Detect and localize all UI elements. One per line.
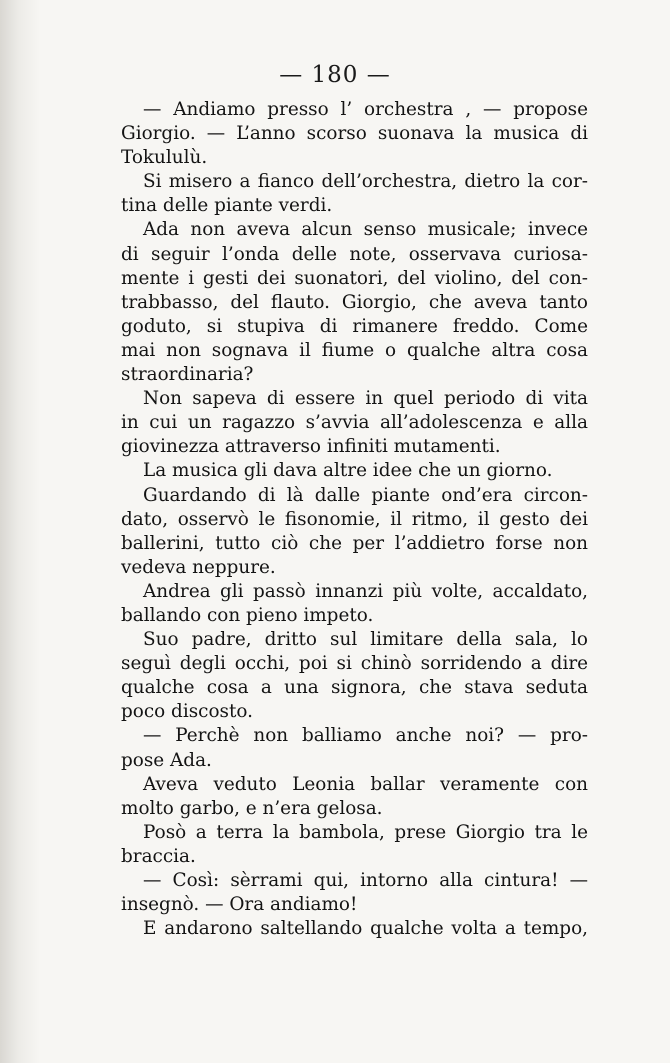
text-line: vedeva neppure. xyxy=(121,556,276,578)
text-line: molto garbo, e n’era gelosa. xyxy=(121,797,383,819)
paragraph xyxy=(121,869,588,917)
text-line: mente i gesti dei suonatori, del violino, del con- xyxy=(121,267,588,289)
text-line: — Perchè non balliamo anche noi? — pro- xyxy=(143,725,588,747)
text-line: — Così: sèrrami qui, intorno alla cintura! — xyxy=(143,870,588,891)
text-line: in cui un ragazzo s’avvia all’adolescenza e alla xyxy=(121,412,588,434)
text-line: pose Ada. xyxy=(121,749,212,771)
text-line: Tokululù. xyxy=(121,147,208,169)
paragraph xyxy=(121,580,588,628)
paragraph xyxy=(121,484,588,580)
text-line: ballando con pieno impeto. xyxy=(121,604,374,626)
text-line: Ada non aveva alcun senso musicale; invece xyxy=(143,219,588,241)
text-line: qualche cosa a una signora, che stava seduta xyxy=(121,677,588,699)
text-line: seguì degli occhi, poi si chinò sorridendo a dire xyxy=(121,653,588,675)
paragraph xyxy=(121,459,588,483)
text-line: Guardando di là dalle piante ond’era circon- xyxy=(143,484,588,506)
paragraph xyxy=(121,98,588,170)
text-line: ballerini, tutto ciò che per l’addietro forse non xyxy=(121,532,588,554)
text-line: E andarono saltellando qualche volta a tempo, xyxy=(143,918,588,940)
text-line: poco discosto. xyxy=(121,701,253,723)
page-number: — 180 — xyxy=(279,62,391,88)
paragraph xyxy=(121,917,588,941)
text-line: insegnò. — Ora andiamo! xyxy=(121,894,358,916)
paragraph xyxy=(121,821,588,869)
text-line: braccia. xyxy=(121,845,196,867)
text-line: giovinezza attraverso infiniti mutamenti. xyxy=(121,436,501,458)
paragraph xyxy=(121,628,588,724)
text-line: Si misero a fianco dell’orchestra, dietro la cor- xyxy=(143,171,588,193)
text-line: Suo padre, dritto sul limitare della sala, lo xyxy=(143,629,588,651)
paragraph xyxy=(121,218,588,387)
text-line: straordinaria? xyxy=(121,364,254,386)
page-edge-shadow xyxy=(0,0,40,1063)
text-line: trabbasso, del flauto. Giorgio, che aveva tanto xyxy=(121,291,588,313)
text-line: mai non sognava il fiume o qualche altra cosa xyxy=(121,339,588,361)
paragraph xyxy=(121,170,588,218)
text-line: dato, osservò le fisonomie, il ritmo, il gesto dei xyxy=(121,508,588,530)
text-line: Posò a terra la bambola, prese Giorgio tra le xyxy=(143,821,588,843)
text-line: tina delle piante verdi. xyxy=(121,195,333,217)
paragraph xyxy=(121,773,588,821)
text-line: goduto, si stupiva di rimanere freddo. Come xyxy=(121,315,588,337)
paragraph xyxy=(121,724,588,772)
text-line: Andrea gli passò innanzi più volte, accaldato, xyxy=(143,580,588,602)
text-line: Aveva veduto Leonia ballar veramente con xyxy=(143,773,588,795)
text-line: Giorgio. — L’anno scorso suonava la musica di xyxy=(121,123,588,145)
text-line: di seguir l’onda delle note, osservava curiosa- xyxy=(121,243,588,265)
text-line: Non sapeva di essere in quel periodo di vita xyxy=(143,388,588,410)
body-text xyxy=(121,98,588,941)
text-line: La musica gli dava altre idee che un giorno. xyxy=(143,460,553,482)
text-line: — Andiamo presso l’ orchestra , — propose xyxy=(143,99,588,120)
paragraph xyxy=(121,387,588,459)
